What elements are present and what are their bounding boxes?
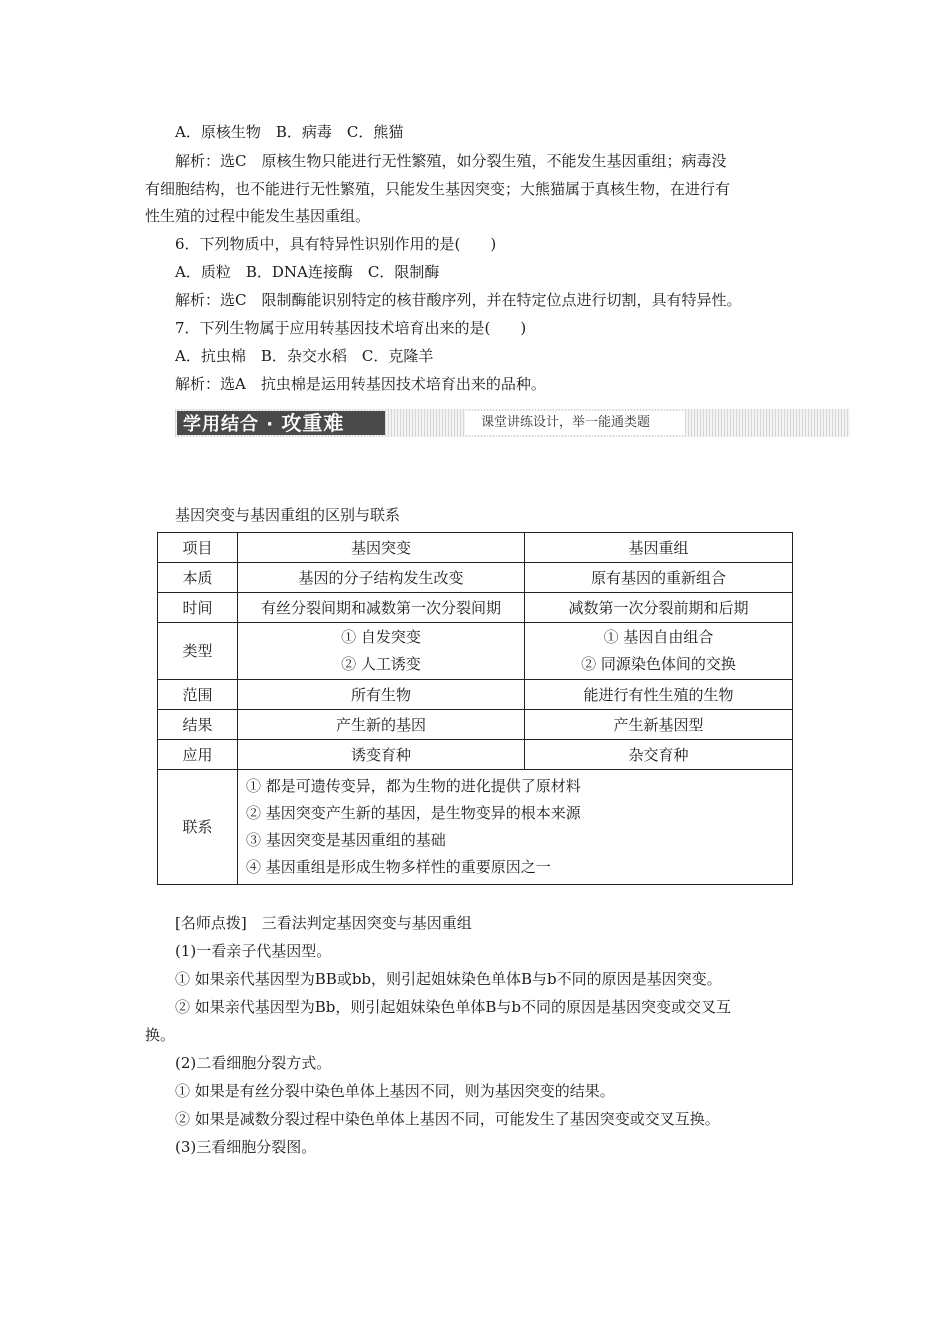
tips-point-2b: ② 如果是减数分裂过程中染色单体上基因不同，可能发生了基因突变或交叉互换。 — [175, 1110, 720, 1128]
recombination-type-2: ② 同源染色体间的交换 — [581, 655, 736, 673]
tips-point-1b-line-2: 换。 — [145, 1026, 176, 1044]
q7-analysis: 解析：选A 抗虫棉是运用转基因技术培育出来的品种。 — [175, 375, 546, 393]
recombination-cell: 产生新基因型 — [525, 710, 793, 740]
q5-analysis-line-2: 有细胞结构，也不能进行无性繁殖，只能发生基因突变；大熊猫属于真核生物，在进行有 — [145, 180, 731, 198]
q5-options: A．原核生物 B．病毒 C．熊猫 — [175, 123, 404, 141]
table-row — [158, 680, 793, 710]
row-label: 结果 — [158, 710, 238, 740]
header-item: 项目 — [158, 533, 238, 563]
relation-item-2: ② 基因突变产生新的基因，是生物变异的根本来源 — [246, 804, 581, 822]
q7-options: A．抗虫棉 B．杂交水稻 C．克隆羊 — [175, 347, 434, 365]
recombination-cell: 能进行有性生殖的生物 — [525, 680, 793, 710]
table-row — [158, 710, 793, 740]
mutation-type-1: ① 自发突变 — [341, 628, 421, 646]
relation-item-3: ③ 基因突变是基因重组的基础 — [246, 831, 446, 849]
mutation-cell — [238, 623, 525, 680]
relation-cell — [238, 770, 793, 885]
tips-point-2a: ① 如果是有丝分裂中染色单体上基因不同，则为基因突变的结果。 — [175, 1082, 615, 1100]
mutation-cell: 诱变育种 — [238, 740, 525, 770]
q6-question: 6．下列物质中，具有特异性识别作用的是( ) — [175, 235, 497, 253]
recombination-type-1: ① 基因自由组合 — [603, 628, 714, 646]
tips-heading: [名师点拨] 三看法判定基因突变与基因重组 — [175, 914, 472, 932]
q6-options: A．质粒 B．DNA连接酶 C．限制酶 — [175, 263, 440, 281]
mutation-cell: 产生新的基因 — [238, 710, 525, 740]
banner-subtitle: 课堂讲练设计，举一能通类题 — [465, 411, 685, 435]
row-label: 范围 — [158, 680, 238, 710]
row-label: 类型 — [158, 623, 238, 680]
mutation-cell: 所有生物 — [238, 680, 525, 710]
table-row — [158, 623, 793, 680]
relation-label: 联系 — [158, 770, 238, 885]
recombination-cell — [525, 623, 793, 680]
header-mutation: 基因突变 — [238, 533, 525, 563]
table-caption: 基因突变与基因重组的区别与联系 — [175, 506, 401, 524]
mutation-cell: 基因的分子结构发生改变 — [238, 563, 525, 593]
table-row — [158, 563, 793, 593]
tips-point-1b-line-1: ② 如果亲代基因型为Bb，则引起姐妹染色单体B与b不同的原因是基因突变或交叉互 — [175, 998, 732, 1016]
header-recombination: 基因重组 — [525, 533, 793, 563]
banner-title-part-2: 攻重难 — [281, 411, 345, 435]
row-label: 本质 — [158, 563, 238, 593]
mutation-cell: 有丝分裂间期和减数第一次分裂间期 — [238, 593, 525, 623]
q5-analysis-line-3: 性生殖的过程中能发生基因重组。 — [145, 207, 371, 225]
q6-analysis: 解析：选C 限制酶能识别特定的核苷酸序列，并在特定位点进行切割，具有特异性。 — [175, 291, 742, 309]
table-relation-row — [158, 770, 793, 885]
table-row — [158, 740, 793, 770]
section-banner — [175, 409, 850, 437]
tips-point-1: (1)一看亲子代基因型。 — [175, 942, 332, 960]
tips-point-2: (2)二看细胞分裂方式。 — [175, 1054, 332, 1072]
relation-item-1: ① 都是可遗传变异，都为生物的进化提供了原材料 — [246, 777, 581, 795]
q5-analysis-line-1: 解析：选C 原核生物只能进行无性繁殖，如分裂生殖，不能发生基因重组；病毒没 — [175, 152, 727, 170]
recombination-cell: 杂交育种 — [525, 740, 793, 770]
comparison-table — [157, 532, 793, 885]
q7-question: 7．下列生物属于应用转基因技术培育出来的是( ) — [175, 319, 527, 337]
banner-title — [177, 411, 385, 435]
row-label: 时间 — [158, 593, 238, 623]
recombination-cell: 减数第一次分裂前期和后期 — [525, 593, 793, 623]
tips-point-3: (3)三看细胞分裂图。 — [175, 1138, 317, 1156]
mutation-type-2: ② 人工诱变 — [341, 655, 421, 673]
table-header-row — [158, 533, 793, 563]
relation-item-4: ④ 基因重组是形成生物多样性的重要原因之一 — [246, 858, 551, 876]
banner-title-part-1: 学用结合 · — [183, 414, 282, 435]
row-label: 应用 — [158, 740, 238, 770]
table-row — [158, 593, 793, 623]
tips-point-1a: ① 如果亲代基因型为BB或bb，则引起姐妹染色单体B与b不同的原因是基因突变。 — [175, 970, 722, 988]
recombination-cell: 原有基因的重新组合 — [525, 563, 793, 593]
